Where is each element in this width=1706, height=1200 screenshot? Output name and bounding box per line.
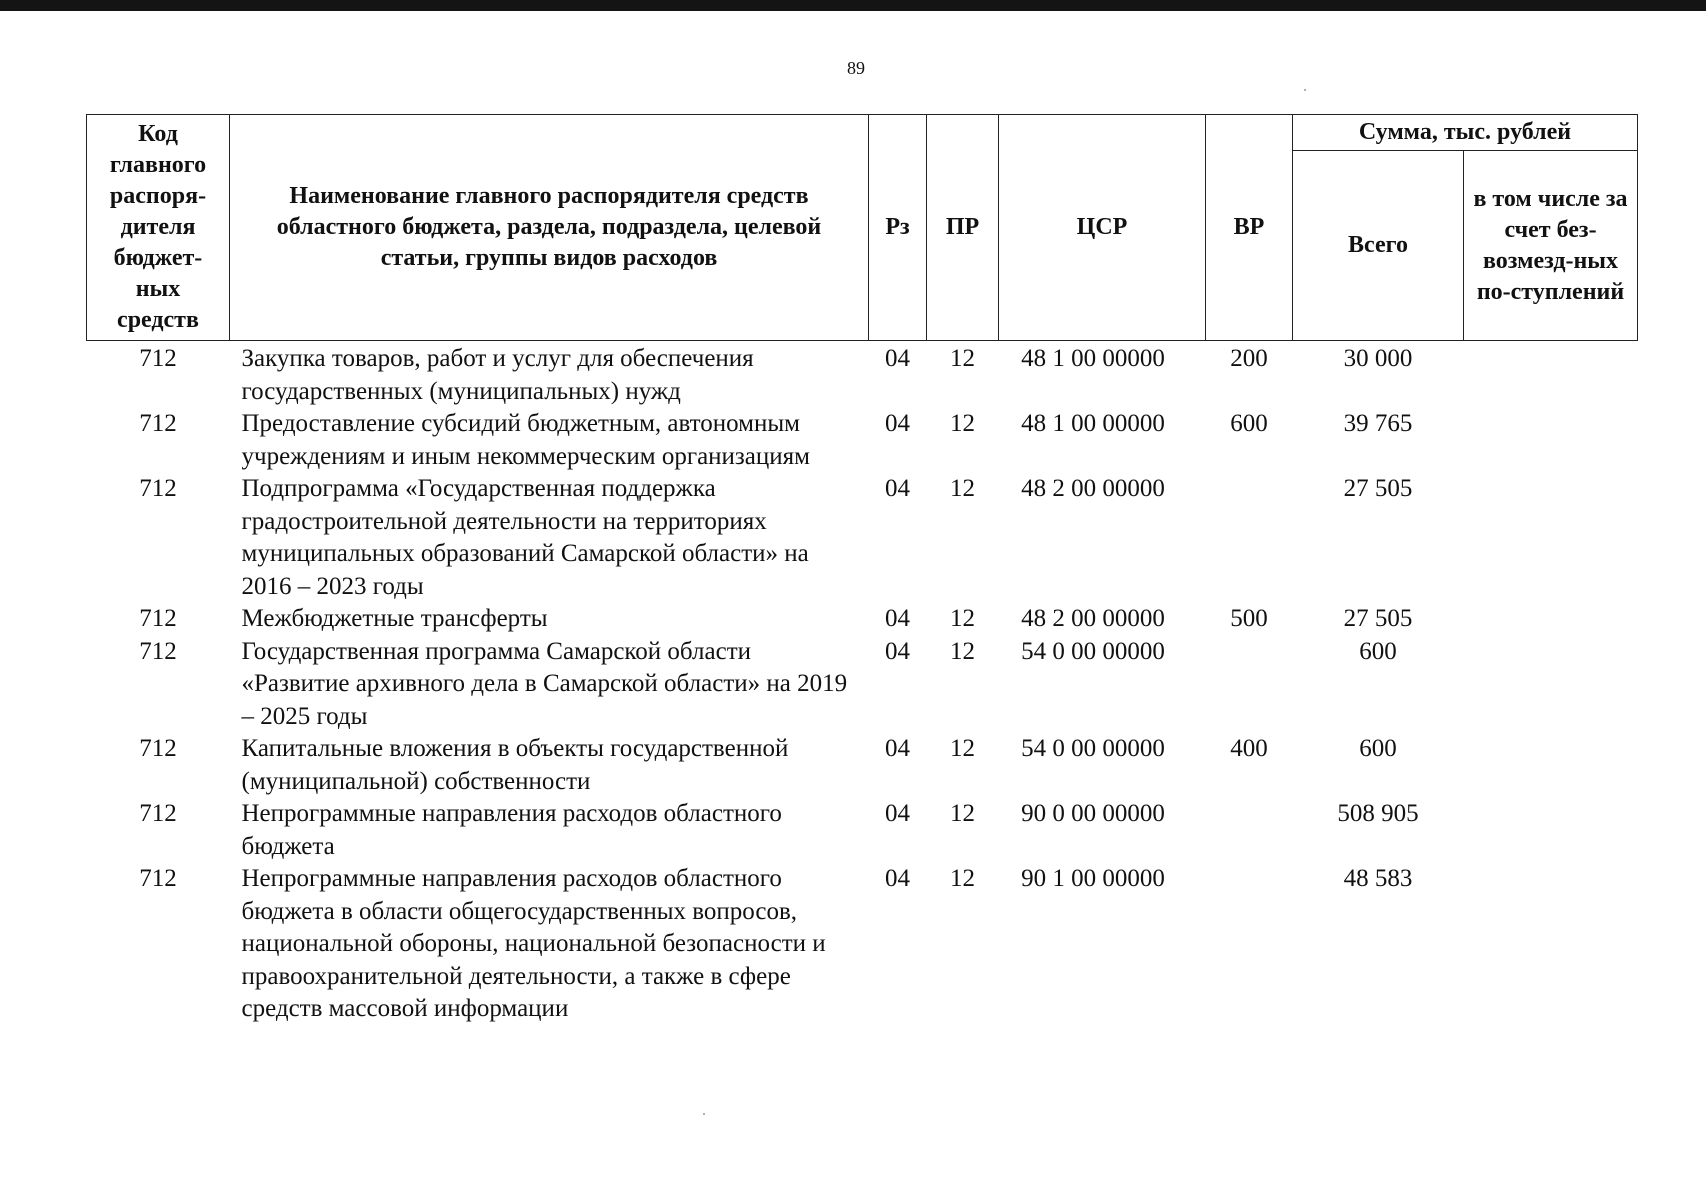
table-body [87,341,1638,1026]
table-row [87,798,1638,863]
header-sum-group-label: Сумма, тыс. рублей [1358,119,1572,145]
cell-pr: 12 [950,475,975,502]
cell-free [1464,341,1638,409]
cell-total: 27 505 [1343,605,1413,632]
cell-name: Непрограммные направления расходов областного бюджета в области общегосударственных вопросов, национальной обороны, национальной безопасности и правоохранительной деятельности, а также в сфере средств массовой информации [241,865,826,1022]
cell-csr: 48 2 00 00000 [1021,605,1165,632]
cell-total: 600 [1359,735,1397,762]
header-total-label: Всего [1348,232,1408,258]
cell-code: 712 [139,735,177,762]
header-vr [1206,115,1293,341]
cell-free [1464,473,1638,603]
cell-total: 600 [1359,637,1397,665]
cell-name: Подпрограмма «Государственная поддержка градостроительной деятельности на территориях муниципальных образований Самарской области» на 2016 – 2023 годы [241,475,809,600]
cell-rz: 04 [885,410,910,437]
cell-rz: 04 [885,800,910,827]
cell-name: Предоставление субсидий бюджетным, автономным учреждениям и иным некоммерческим организациям [241,410,810,470]
table-header [87,115,1638,341]
cell-rz: 04 [885,735,910,762]
cell-csr: 54 0 00 00000 [1021,735,1165,762]
cell-rz: 04 [885,475,910,502]
header-vr-label: ВР [1233,214,1265,240]
cell-free [1464,863,1638,1026]
cell-rz: 04 [885,605,910,632]
header-pr [927,115,999,341]
cell-name: Государственная программа Самарской области «Развитие архивного дела в Самарской области» на 2019 – 2025 годы [241,637,848,730]
header-sum-group [1293,115,1638,151]
cell-vr [1206,798,1293,863]
cell-name: Капитальные вложения в объекты государственной (муниципальной) собственности [241,735,789,795]
cell-rz: 04 [885,637,910,665]
cell-name: Непрограммные направления расходов областного бюджета [241,800,782,860]
cell-csr: 48 1 00 00000 [1021,410,1165,437]
cell-vr [1206,473,1293,603]
cell-code: 712 [139,605,177,632]
header-name-label: Наименование главного распорядителя средств областного бюджета, раздела, подраздела, целевой статьи, группы видов расходов [276,183,822,271]
table-row [87,603,1638,636]
cell-total: 27 505 [1343,475,1413,502]
cell-vr: 500 [1230,605,1268,632]
cell-pr: 12 [950,637,975,665]
cell-total: 30 000 [1343,345,1413,372]
cell-pr: 12 [950,605,975,632]
cell-vr: 400 [1230,735,1268,762]
cell-pr: 12 [950,735,975,762]
cell-code: 712 [139,475,177,502]
header-code-label: Код главного распоря-дителя бюджет-ных средств [109,121,207,333]
scan-speck [1304,89,1306,91]
cell-vr [1206,863,1293,1026]
cell-code: 712 [139,637,177,665]
cell-free [1464,733,1638,798]
header-rz [869,115,927,341]
header-free-receipts-label: в том числе за счет без-возмезд-ных по-ступлений [1473,185,1628,305]
header-code [87,115,230,341]
cell-total: 39 765 [1343,410,1413,437]
scan-speck [703,1113,705,1115]
header-csr-label: ЦСР [1076,214,1128,240]
cell-pr: 12 [950,345,975,372]
cell-free [1464,408,1638,473]
header-pr-label: ПР [945,214,980,240]
cell-name: Закупка товаров, работ и услуг для обеспечения государственных (муниципальных) нужд [241,345,754,405]
cell-pr: 12 [950,800,975,827]
cell-csr: 48 2 00 00000 [1021,475,1165,502]
header-csr [999,115,1206,341]
cell-code: 712 [139,865,177,892]
cell-pr: 12 [950,410,975,437]
table-row [87,341,1638,409]
page-number: 89 [847,58,865,78]
cell-total: 508 905 [1337,800,1419,827]
header-name [230,115,869,341]
table-row [87,408,1638,473]
cell-total: 48 583 [1343,865,1413,892]
table-row [87,473,1638,603]
table-row [87,733,1638,798]
cell-free [1464,798,1638,863]
cell-vr [1206,636,1293,734]
cell-vr: 600 [1230,410,1268,437]
table-row [87,636,1638,734]
cell-free [1464,603,1638,636]
cell-csr: 54 0 00 00000 [1021,637,1165,665]
cell-code: 712 [139,800,177,827]
header-free-receipts [1464,151,1638,341]
cell-free [1464,636,1638,734]
cell-csr: 90 1 00 00000 [1021,865,1165,892]
budget-table [86,114,1638,1026]
cell-vr: 200 [1230,345,1268,372]
cell-csr: 90 0 00 00000 [1021,800,1165,827]
cell-csr: 48 1 00 00000 [1021,345,1165,372]
cell-rz: 04 [885,345,910,372]
cell-code: 712 [139,410,177,437]
header-row-top [87,115,1638,151]
cell-rz: 04 [885,865,910,892]
cell-pr: 12 [950,865,975,892]
header-total [1293,151,1464,341]
header-rz-label: Рз [885,214,910,240]
cell-name: Межбюджетные трансферты [241,605,548,632]
cell-code: 712 [139,345,177,372]
scan-top-border [0,0,1706,11]
table-row [87,863,1638,1026]
